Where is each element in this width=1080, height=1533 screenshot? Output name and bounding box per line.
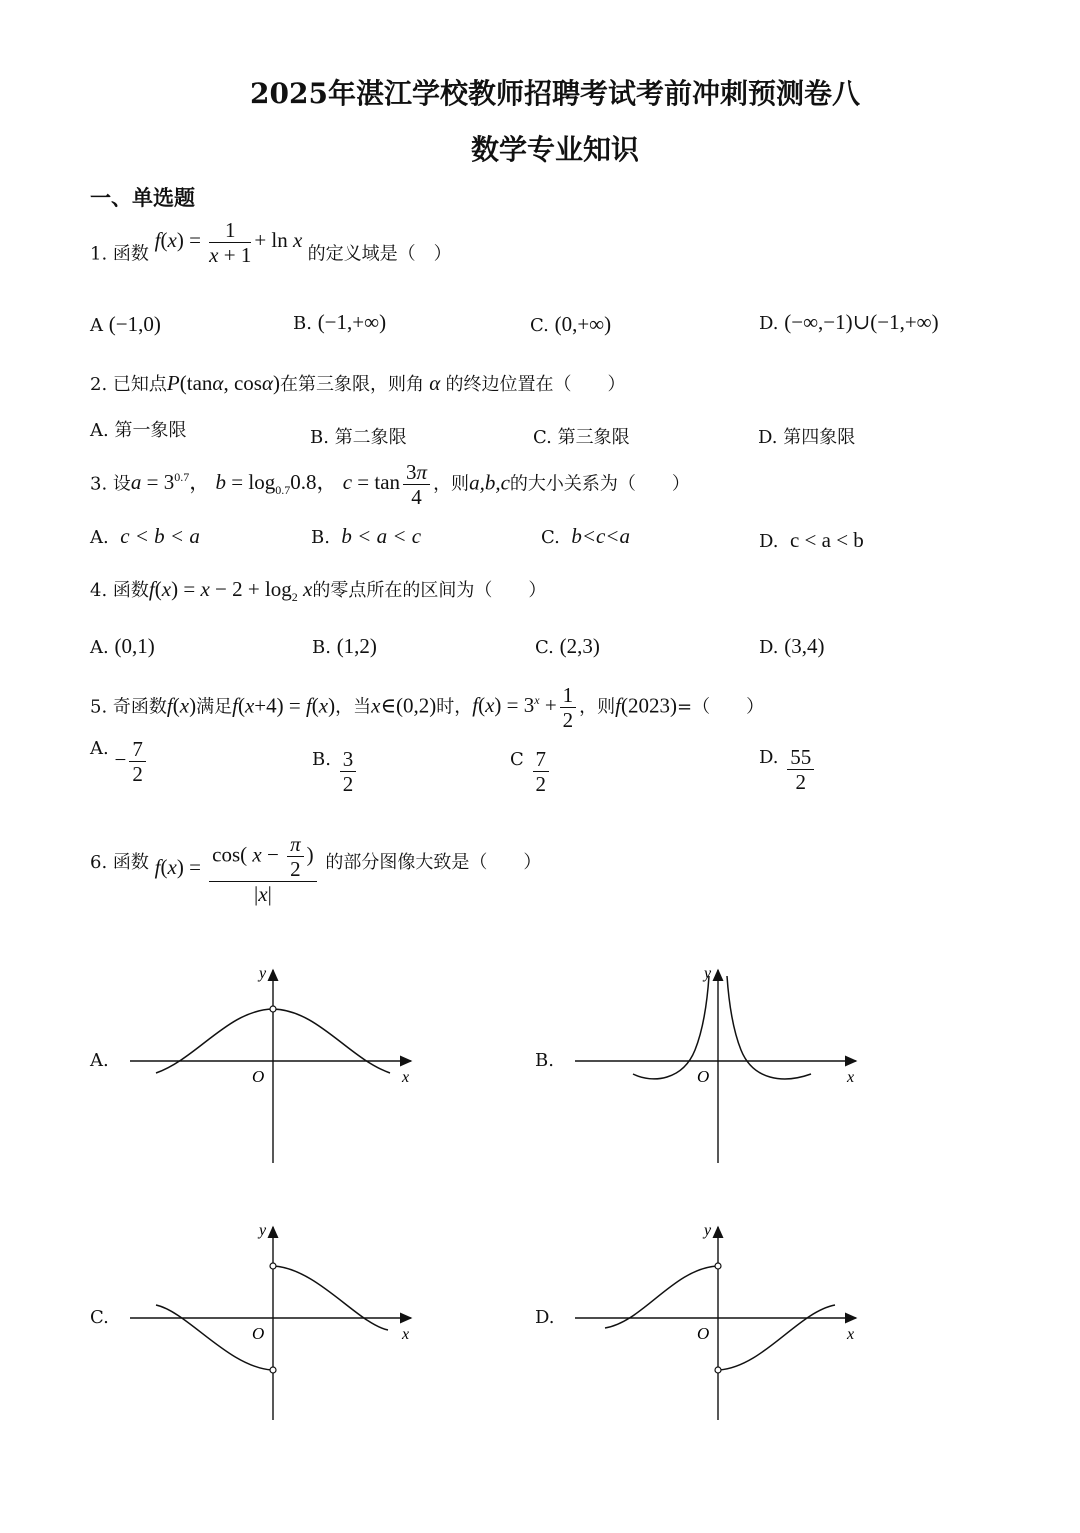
page-title: 2025年湛江学校教师招聘考试考前冲刺预测卷八 bbox=[250, 77, 860, 110]
origin-label: O bbox=[252, 1324, 265, 1343]
question-2 bbox=[90, 370, 626, 396]
option-label: B. bbox=[311, 527, 330, 548]
option-label: C bbox=[510, 748, 524, 770]
option-label: C. bbox=[535, 637, 554, 658]
option-label: B. bbox=[310, 427, 329, 448]
open-point-top bbox=[715, 1263, 721, 1269]
option-text: c < a < b bbox=[789, 528, 864, 552]
fraction-3-over-2: $\frac{3}{2}$ bbox=[340, 747, 357, 796]
question-text: ，当 bbox=[335, 696, 372, 718]
q3-option-a[interactable] bbox=[90, 524, 200, 549]
q6-option-c-label[interactable]: C. bbox=[90, 1307, 109, 1328]
curve-right bbox=[727, 976, 811, 1079]
option-text: (3,4) bbox=[784, 634, 825, 658]
option-text: (−1,0) bbox=[108, 312, 161, 336]
question-suffix: 的零点所在的区间为（ ） bbox=[312, 580, 547, 601]
question-6 bbox=[90, 832, 541, 906]
option-label: A. bbox=[90, 420, 109, 441]
question-number: 6. bbox=[90, 852, 108, 874]
option-text: (1,2) bbox=[336, 634, 377, 658]
option-text: 第二象限 bbox=[334, 427, 407, 448]
formula: x∈(0,2) bbox=[371, 693, 437, 718]
question-prefix: 函数 bbox=[112, 580, 149, 601]
option-label: C. bbox=[533, 427, 552, 448]
question-number: 1. bbox=[90, 243, 108, 265]
q4-option-d[interactable] bbox=[759, 634, 825, 659]
option-text: b < a < c bbox=[341, 524, 422, 548]
option-text: (2,3) bbox=[559, 634, 600, 658]
axis-label-y: y bbox=[259, 965, 267, 982]
option-label: A. bbox=[90, 637, 109, 658]
q4-option-b[interactable] bbox=[312, 634, 377, 659]
graph-option-d[interactable] bbox=[573, 1217, 863, 1422]
axis-label-x: x bbox=[847, 1069, 855, 1086]
option-text: (−∞,−1)∪(−1,+∞) bbox=[784, 310, 939, 334]
question-number: 5. bbox=[90, 696, 108, 718]
question-suffix: 的定义域是（ ） bbox=[307, 243, 452, 265]
question-number: 4. bbox=[90, 580, 108, 601]
q5-option-c[interactable] bbox=[510, 747, 552, 796]
formula: a,b,c bbox=[469, 470, 510, 495]
q4-option-a[interactable] bbox=[90, 634, 155, 659]
question-then: ，则 bbox=[433, 473, 470, 495]
q3-option-c[interactable] bbox=[541, 524, 630, 549]
axis-label-y: y bbox=[704, 965, 712, 982]
question-4 bbox=[90, 576, 546, 605]
q1-option-a[interactable] bbox=[90, 312, 161, 337]
option-text: 第一象限 bbox=[114, 420, 187, 441]
q1-option-c[interactable] bbox=[530, 312, 611, 337]
question-text: 满足 bbox=[196, 696, 233, 718]
q2-option-b[interactable] bbox=[310, 423, 407, 449]
formula: α bbox=[423, 371, 446, 395]
page-subtitle: 数学专业知识 bbox=[470, 133, 639, 166]
fraction-7-over-2: $\frac{7}{2}$ bbox=[533, 747, 550, 796]
option-text: (0,+∞) bbox=[554, 312, 612, 336]
option-label: C. bbox=[530, 315, 549, 336]
option-text: (0,1) bbox=[114, 634, 155, 658]
q1-option-d[interactable] bbox=[759, 310, 939, 335]
formula: $f(x) = 3^x$ + $\frac{1}{2}$ bbox=[472, 693, 579, 717]
question-text: ，则 bbox=[579, 696, 616, 718]
q6-option-d-label[interactable]: D. bbox=[535, 1307, 555, 1328]
option-label: D. bbox=[759, 531, 779, 552]
fraction-55-over-2: $\frac{55}{2}$ bbox=[787, 745, 814, 794]
option-label: A. bbox=[90, 738, 109, 760]
origin-label: O bbox=[697, 1324, 710, 1343]
curve-left bbox=[633, 976, 709, 1079]
question-number: 2. bbox=[90, 374, 108, 395]
graph-option-a[interactable] bbox=[128, 960, 418, 1165]
question-text: 时， bbox=[436, 696, 473, 718]
option-label: A. bbox=[90, 527, 109, 548]
formula: $f(x) = x - 2 + \log_2 x$ bbox=[148, 577, 313, 605]
q5-option-a[interactable] bbox=[90, 737, 149, 786]
question-suffix: =（ ） bbox=[677, 696, 765, 718]
option-label: D. bbox=[759, 637, 779, 658]
question-prefix: 奇函数 bbox=[112, 696, 167, 718]
question-suffix: 的部分图像大致是（ ） bbox=[325, 852, 542, 874]
question-suffix: 的大小关系为（ ） bbox=[509, 473, 690, 495]
option-text: c < b < a bbox=[120, 524, 200, 548]
option-label: B. bbox=[312, 748, 331, 770]
curve-right bbox=[719, 1305, 835, 1370]
question-prefix: 函数 bbox=[112, 852, 149, 874]
q2-option-c[interactable] bbox=[533, 423, 630, 449]
open-point-bottom bbox=[270, 1367, 276, 1373]
option-text: (−1,+∞) bbox=[317, 310, 387, 334]
option-label: C. bbox=[541, 527, 560, 548]
q6-option-a-label[interactable]: A. bbox=[90, 1050, 109, 1071]
axis-label-y: y bbox=[704, 1222, 712, 1239]
q1-option-b[interactable] bbox=[293, 310, 386, 335]
option-text: b<c<a bbox=[571, 524, 630, 548]
formula: f(x) = $\frac{1}{x + 1}$ + ln x bbox=[154, 218, 303, 268]
option-label: D. bbox=[758, 427, 778, 448]
q2-option-a[interactable] bbox=[90, 416, 186, 442]
question-3 bbox=[90, 460, 690, 509]
q3-option-b[interactable] bbox=[311, 524, 421, 549]
axis-label-x: x bbox=[402, 1069, 410, 1086]
formula: f(x) = cos( x − $\frac{\pi}{2}$ ) |x| bbox=[155, 832, 320, 906]
origin-label: O bbox=[252, 1067, 265, 1086]
formula: f(x) bbox=[166, 693, 197, 718]
question-suffix: 的终边位置在（ ） bbox=[445, 374, 626, 395]
open-point-top bbox=[270, 1263, 276, 1269]
graph-option-c[interactable] bbox=[128, 1217, 418, 1422]
option-text: 第三象限 bbox=[557, 427, 630, 448]
origin-label: O bbox=[697, 1067, 710, 1086]
question-1 bbox=[90, 218, 452, 279]
axis-label-x: x bbox=[847, 1326, 855, 1343]
q5-option-d[interactable] bbox=[759, 745, 817, 794]
question-mid: 在第三象限，则角 bbox=[279, 374, 424, 395]
option-label: B. bbox=[312, 637, 331, 658]
section-heading: 一、单选题 bbox=[90, 185, 195, 210]
question-prefix: 函数 bbox=[112, 243, 149, 265]
option-label: D. bbox=[759, 313, 779, 334]
option-label: A bbox=[90, 315, 103, 336]
option-label: B. bbox=[293, 313, 312, 334]
question-number: 3. bbox=[90, 473, 108, 495]
fraction-neg-7-over-2: − $\frac{7}{2}$ bbox=[114, 737, 148, 786]
question-prefix: 设 bbox=[112, 473, 131, 495]
axis-label-x: x bbox=[402, 1326, 410, 1343]
option-text: 第四象限 bbox=[783, 427, 856, 448]
option-label: D. bbox=[759, 746, 779, 768]
open-point-bottom bbox=[715, 1367, 721, 1373]
formula: f(2023) bbox=[615, 693, 678, 718]
question-5 bbox=[90, 683, 764, 732]
open-point bbox=[270, 1006, 276, 1012]
formula: P(tanα, cosα) bbox=[166, 371, 280, 395]
q4-option-c[interactable] bbox=[535, 634, 600, 659]
question-prefix: 已知点 bbox=[112, 374, 167, 395]
formula: f(x+4) = f(x) bbox=[232, 693, 336, 718]
graph-option-b[interactable] bbox=[573, 960, 863, 1165]
q5-option-b[interactable] bbox=[312, 747, 359, 796]
axis-label-y: y bbox=[259, 1222, 267, 1239]
q3-option-d[interactable] bbox=[759, 528, 864, 553]
q2-option-d[interactable] bbox=[758, 423, 855, 449]
formula: $a = 3^{0.7}$， $b = \log_{0.7}0.8$， c = tan $\frac{3\pi}{4}$ bbox=[131, 470, 433, 494]
curve-right bbox=[274, 1266, 388, 1330]
q6-option-b-label[interactable]: B. bbox=[535, 1050, 554, 1071]
